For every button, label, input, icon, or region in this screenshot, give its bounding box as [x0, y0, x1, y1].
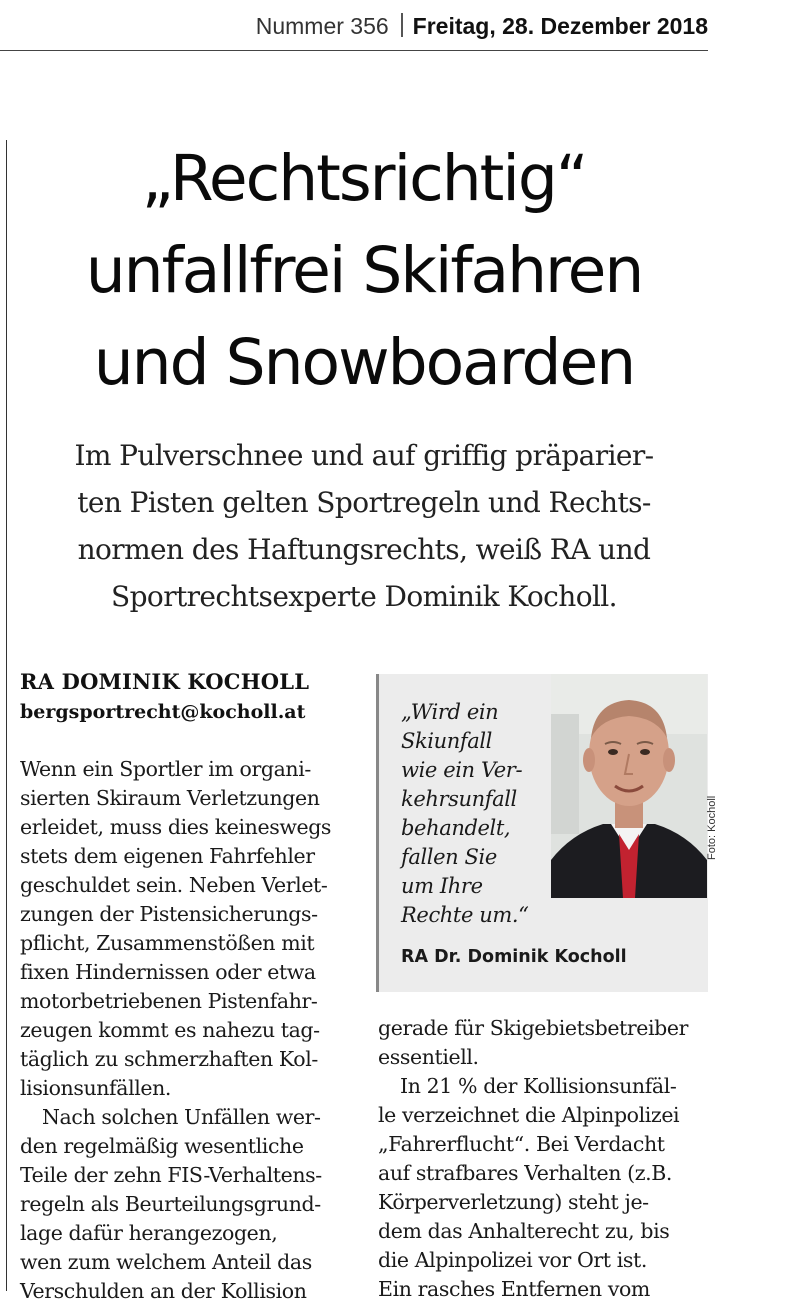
quote-line: fallen Sie [401, 845, 497, 869]
body-line: pflicht, Zusammenstößen mit [20, 931, 315, 955]
photo-credit: Foto: Kocholl [706, 795, 718, 860]
body-line: fixen Hindernissen oder etwa [20, 960, 316, 984]
body-column-right [378, 1014, 708, 1304]
body-line: motorbetriebenen Pistenfahr- [20, 989, 318, 1013]
body-line: täglich zu schmerzhaften Kol- [20, 1047, 318, 1071]
headline-line: und Snowboarden [93, 326, 635, 399]
header-divider [0, 50, 708, 51]
body-line: sierten Skiraum Verletzungen [20, 786, 320, 810]
pull-quote [401, 698, 551, 930]
author-portrait-photo [551, 674, 707, 898]
body-column-left [20, 755, 350, 1306]
author-name: RA DOMINIK KOCHOLL [20, 669, 310, 694]
body-line: le verzeichnet die Alpinpolizei [378, 1103, 680, 1127]
body-line: lage dafür herangezogen, [20, 1221, 278, 1245]
quote-line: Rechte um.“ [401, 903, 529, 927]
issue-date: Freitag, 28. Dezember 2018 [412, 13, 708, 39]
page-header [0, 10, 708, 42]
body-line: erleidet, muss dies keineswegs [20, 815, 332, 839]
quote-line: kehrsunfall [401, 787, 517, 811]
author-email[interactable]: bergsportrecht@kocholl.at [20, 701, 306, 723]
body-line: dem das Anhalterecht zu, bis [378, 1219, 670, 1243]
deck-line: Sportrechtsexperte Dominik Kocholl. [111, 580, 617, 613]
issue-number: Nummer 356 [255, 13, 389, 39]
body-line: stets dem eigenen Fahrfehler [20, 844, 315, 868]
quote-line: Skiunfall [401, 729, 493, 753]
body-line: essentiell. [378, 1045, 479, 1069]
body-line: gerade für Skigebietsbetreiber [378, 1016, 689, 1040]
headline-line: „Rechtsrichtig“ [141, 142, 587, 215]
headline [30, 133, 698, 409]
article-deck [30, 432, 698, 620]
body-line: auf strafbares Verhalten (z.B. [378, 1161, 673, 1185]
header-separator [401, 13, 403, 37]
quote-line: um Ihre [401, 874, 483, 898]
quote-line: behandelt, [401, 816, 511, 840]
body-line: In 21 % der Kollisionsunfäl- [400, 1074, 677, 1098]
headline-line: unfallfrei Skifahren [85, 234, 643, 307]
body-line: Wenn ein Sportler im organi- [20, 757, 311, 781]
body-line: Teile der zehn FIS-Verhaltens- [20, 1163, 322, 1187]
body-line: zungen der Pistensicherungs- [20, 902, 318, 926]
quote-line: wie ein Ver- [401, 758, 523, 782]
body-line: Nach solchen Unfällen wer- [42, 1105, 321, 1129]
body-line: die Alpinpolizei vor Ort ist. [378, 1248, 647, 1272]
body-line: wen zum welchem Anteil das [20, 1250, 312, 1274]
body-line: Körperverletzung) steht je- [378, 1190, 649, 1214]
body-line: „Fahrerflucht“. Bei Verdacht [378, 1132, 665, 1156]
body-line: geschuldet sein. Neben Verlet- [20, 873, 328, 897]
deck-line: Im Pulverschnee und auf griffig präparier- [74, 439, 654, 472]
quote-line: „Wird ein [401, 700, 499, 724]
body-line: Verschulden an der Kollision [20, 1279, 307, 1303]
byline [20, 667, 350, 727]
body-line: den regelmäßig wesentliche [20, 1134, 304, 1158]
body-line: zeugen kommt es nahezu tag- [20, 1018, 320, 1042]
body-line: lisionsunfällen. [20, 1076, 172, 1100]
body-line: regeln als Beurteilungsgrund- [20, 1192, 321, 1216]
left-margin-rule [6, 140, 7, 1291]
deck-line: normen des Haftungsrechts, weiß RA und [77, 533, 651, 566]
deck-line: ten Pisten gelten Sportregeln und Rechts- [77, 486, 651, 519]
body-line: Ein rasches Entfernen vom [378, 1277, 650, 1301]
pull-quote-box [376, 674, 708, 992]
quote-attribution: RA Dr. Dominik Kocholl [401, 947, 627, 967]
